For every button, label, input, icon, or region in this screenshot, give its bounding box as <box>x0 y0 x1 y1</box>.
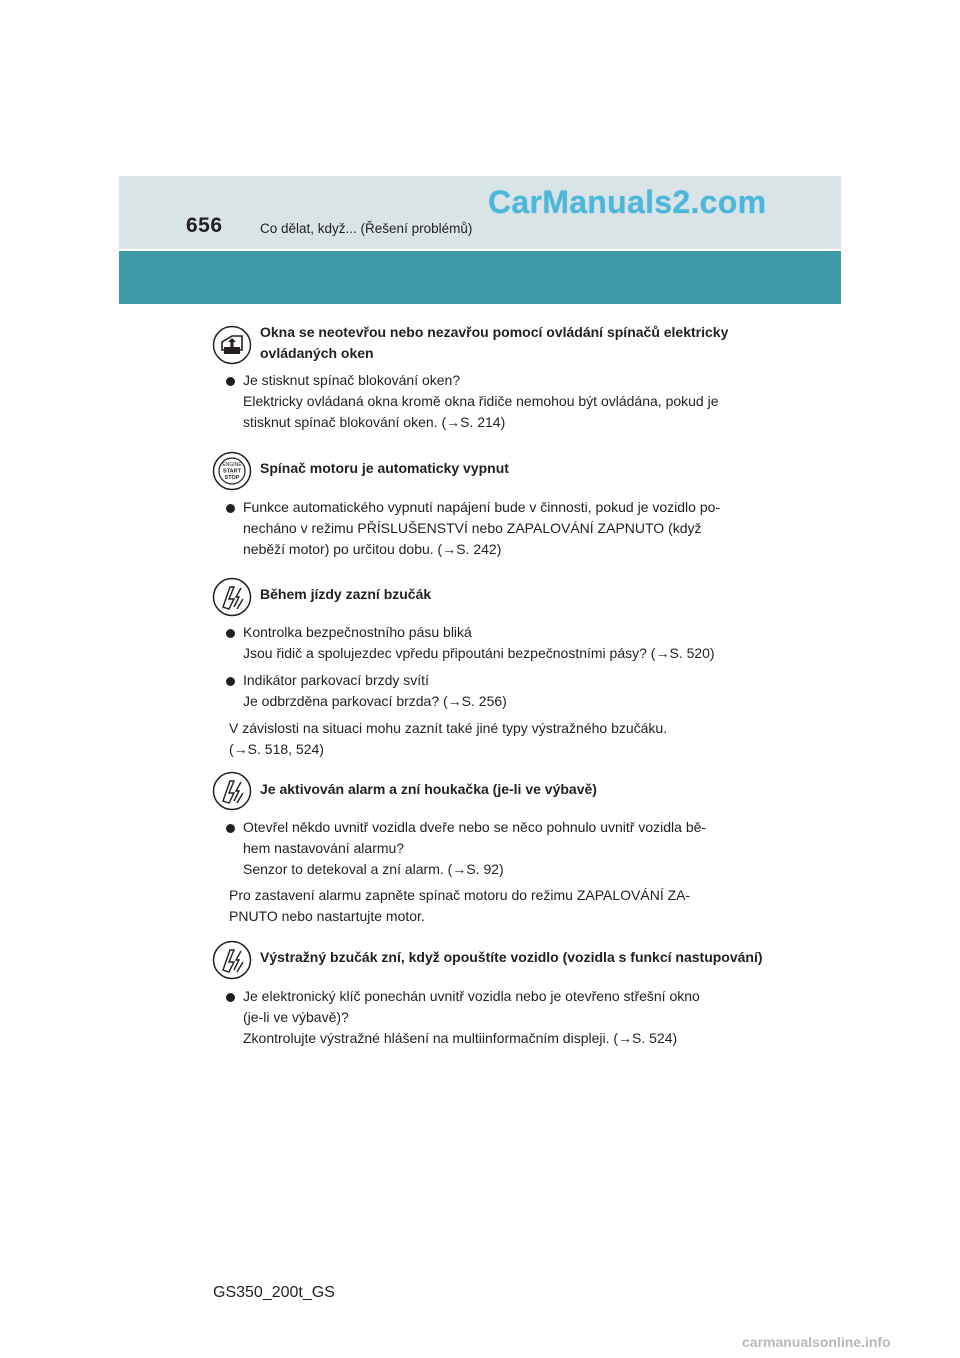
note-line: Pro zastavení alarmu zapněte spínač motoru do režimu ZAPALOVÁNÍ ZA- <box>229 887 691 903</box>
heading-engine-switch <box>260 458 748 479</box>
heading-line: ovládaných oken <box>260 345 374 361</box>
bullet <box>226 677 235 686</box>
bullet <box>226 824 235 833</box>
list-item <box>243 670 745 712</box>
list-item <box>243 622 745 664</box>
list-item <box>243 986 745 1049</box>
bullet <box>226 993 235 1002</box>
section-title: Co dělat, když... (Řešení problémů) <box>260 221 473 236</box>
heading-exit-buzzer <box>260 947 763 968</box>
note-paragraph <box>229 718 745 760</box>
item-line: necháno v režimu PŘÍSLUŠENSTVÍ nebo ZAPALOVÁNÍ ZAPNUTO (když <box>243 520 702 536</box>
heading-line: Okna se neotevřou nebo nezavřou pomocí ovládání spínačů elektricky <box>260 324 729 340</box>
buzzer-icon <box>212 940 252 980</box>
item-line: Elektricky ovládaná okna kromě okna řidiče nemohou být ovládána, pokud je <box>243 393 719 409</box>
note-line: (→S. 518, 524) <box>229 741 324 757</box>
item-line: (je-li ve výbavě)? <box>243 1009 349 1025</box>
item-line: Indikátor parkovací brzdy svítí <box>243 672 429 688</box>
icon-text-engine: ENGINE <box>222 462 242 468</box>
heading-line: Je aktivován alarm a zní houkačka (je-li ve výbavě) <box>260 781 597 797</box>
item-line: stisknut spínač blokování oken. (→S. 214) <box>243 414 506 430</box>
heading-line: Výstražný bzučák zní, když opouštíte vozidlo (vozidla s funkcí nastupování) <box>260 949 763 965</box>
list-item <box>243 370 745 433</box>
item-line: Otevřel někdo uvnitř vozidla dveře nebo se něco pohnulo uvnitř vozidla bě- <box>243 819 707 835</box>
item-line: hem nastavování alarmu? <box>243 840 405 856</box>
page-number: 656 <box>186 214 223 237</box>
heading-buzzer-driving <box>260 584 748 605</box>
model-code: GS350_200t_GS <box>213 1284 335 1301</box>
heading-line: Spínač motoru je automaticky vypnut <box>260 460 509 476</box>
buzzer-icon <box>212 771 252 811</box>
watermark-logo: CarManuals2.com <box>488 184 767 220</box>
item-line: neběží motor) po určitou dobu. (→S. 242) <box>243 541 502 557</box>
note-paragraph <box>229 885 745 927</box>
power-window-icon <box>212 325 252 365</box>
item-line: Je stisknut spínač blokování oken? <box>243 372 461 388</box>
item-line: Je odbrzděna parkovací brzda? (→S. 256) <box>243 693 507 709</box>
buzzer-icon <box>212 577 252 617</box>
item-line: Jsou řidič a spolujezdec vpředu připoutáni bezpečnostními pásy? (→S. 520) <box>243 645 715 661</box>
item-line: Zkontrolujte výstražné hlášení na multiinformačním displeji. (→S. 524) <box>243 1030 678 1046</box>
note-line: V závislosti na situaci mohu zaznít také jiné typy výstražného bzučáku. <box>229 720 668 736</box>
heading-power-windows <box>260 322 748 364</box>
list-item <box>243 817 745 880</box>
icon-text-stop: STOP <box>224 475 240 481</box>
bullet <box>226 629 235 638</box>
item-line: Je elektronický klíč ponechán uvnitř vozidla nebo je otevřeno střešní okno <box>243 988 700 1004</box>
start-stop-engine-icon <box>212 451 252 491</box>
item-line: Kontrolka bezpečnostního pásu bliká <box>243 624 472 640</box>
note-line: PNUTO nebo nastartujte motor. <box>229 908 425 924</box>
item-line: Funkce automatického vypnutí napájení bude v činnosti, pokud je vozidlo po- <box>243 499 721 515</box>
icon-text-start: START <box>223 468 241 475</box>
heading-alarm <box>260 779 748 800</box>
bullet <box>226 504 235 513</box>
list-item <box>243 497 745 560</box>
footer-watermark: carmanualsonline.info <box>742 1334 891 1350</box>
heading-line: Během jízdy zazní bzučák <box>260 586 432 602</box>
item-line: Senzor to detekoval a zní alarm. (→S. 92) <box>243 861 504 877</box>
bullet <box>226 377 235 386</box>
